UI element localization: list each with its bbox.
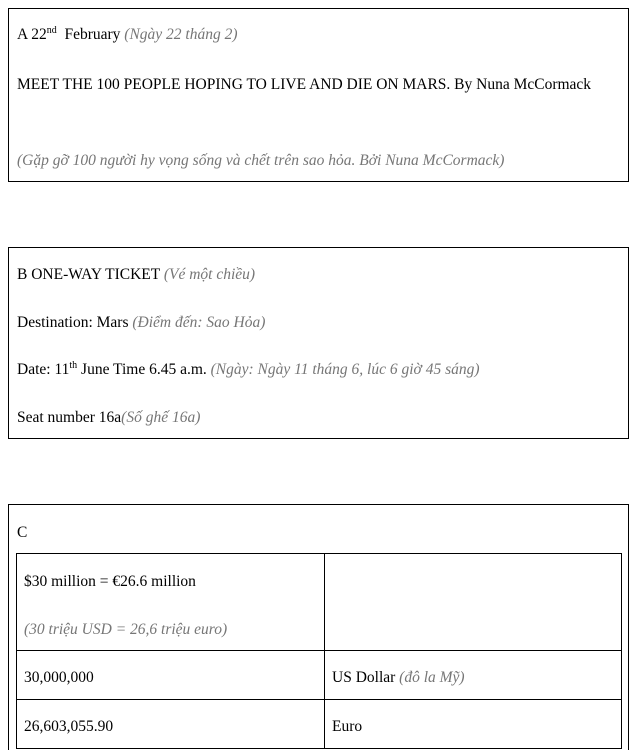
date-month: February bbox=[64, 26, 121, 43]
ticket-heading-line bbox=[17, 266, 622, 284]
conversion-text: $30 million = €26.6 million bbox=[24, 573, 196, 590]
section-c-label: C bbox=[17, 524, 28, 541]
table-cell bbox=[17, 700, 325, 749]
seat-number: Seat number 16a bbox=[17, 409, 122, 426]
article-title: MEET THE 100 PEOPLE HOPING TO LIVE AND DIE ON MARS. By Nuna McCormack bbox=[17, 76, 592, 93]
ticket-date-line bbox=[17, 361, 622, 379]
currency-usd: US Dollar bbox=[332, 669, 396, 686]
seat-line bbox=[17, 409, 622, 427]
currency-usd-translation: (đô la Mỹ) bbox=[399, 669, 465, 686]
ticket-date-prefix: Date: 11 bbox=[17, 361, 70, 378]
ticket-date-rest: June Time 6.45 a.m. bbox=[81, 361, 207, 378]
table-row bbox=[17, 651, 622, 700]
destination-line bbox=[17, 314, 622, 332]
currency-table bbox=[16, 553, 622, 749]
section-c-box bbox=[8, 504, 629, 750]
section-a-box bbox=[8, 8, 629, 182]
article-title-translation: (Gặp gỡ 100 người hy vọng sống và chết trên sao hỏa. Bởi Nuna McCormack) bbox=[17, 152, 505, 169]
section-b-box bbox=[8, 247, 629, 439]
date-prefix: A 22 bbox=[17, 26, 47, 43]
table-cell bbox=[17, 651, 325, 700]
table-cell bbox=[17, 554, 325, 651]
date-ordinal-suffix: nd bbox=[46, 25, 57, 36]
amount-usd: 30,000,000 bbox=[24, 669, 94, 686]
table-cell bbox=[325, 554, 622, 651]
seat-number-translation: (Số ghế 16a) bbox=[121, 409, 201, 426]
table-row bbox=[17, 554, 622, 651]
ticket-date-translation: (Ngày: Ngày 11 tháng 6, lúc 6 giờ 45 sáng) bbox=[210, 361, 480, 378]
destination-translation: (Điểm đến: Sao Hỏa) bbox=[132, 314, 266, 331]
ticket-date-ordinal-suffix: th bbox=[69, 360, 78, 371]
destination: Destination: Mars bbox=[17, 314, 129, 331]
table-row bbox=[17, 700, 622, 749]
ticket-heading-translation: (Vé một chiều) bbox=[163, 266, 256, 283]
ticket-heading: B ONE-WAY TICKET bbox=[17, 266, 160, 283]
currency-eur: Euro bbox=[332, 718, 363, 735]
date-translation: (Ngày 22 tháng 2) bbox=[124, 26, 238, 43]
table-cell bbox=[325, 700, 622, 749]
currency-usd-line bbox=[332, 669, 465, 687]
section-a-date-line bbox=[17, 26, 622, 44]
amount-eur: 26,603,055.90 bbox=[24, 718, 114, 735]
conversion-translation: (30 triệu USD = 26,6 triệu euro) bbox=[24, 621, 228, 638]
table-cell bbox=[325, 651, 622, 700]
